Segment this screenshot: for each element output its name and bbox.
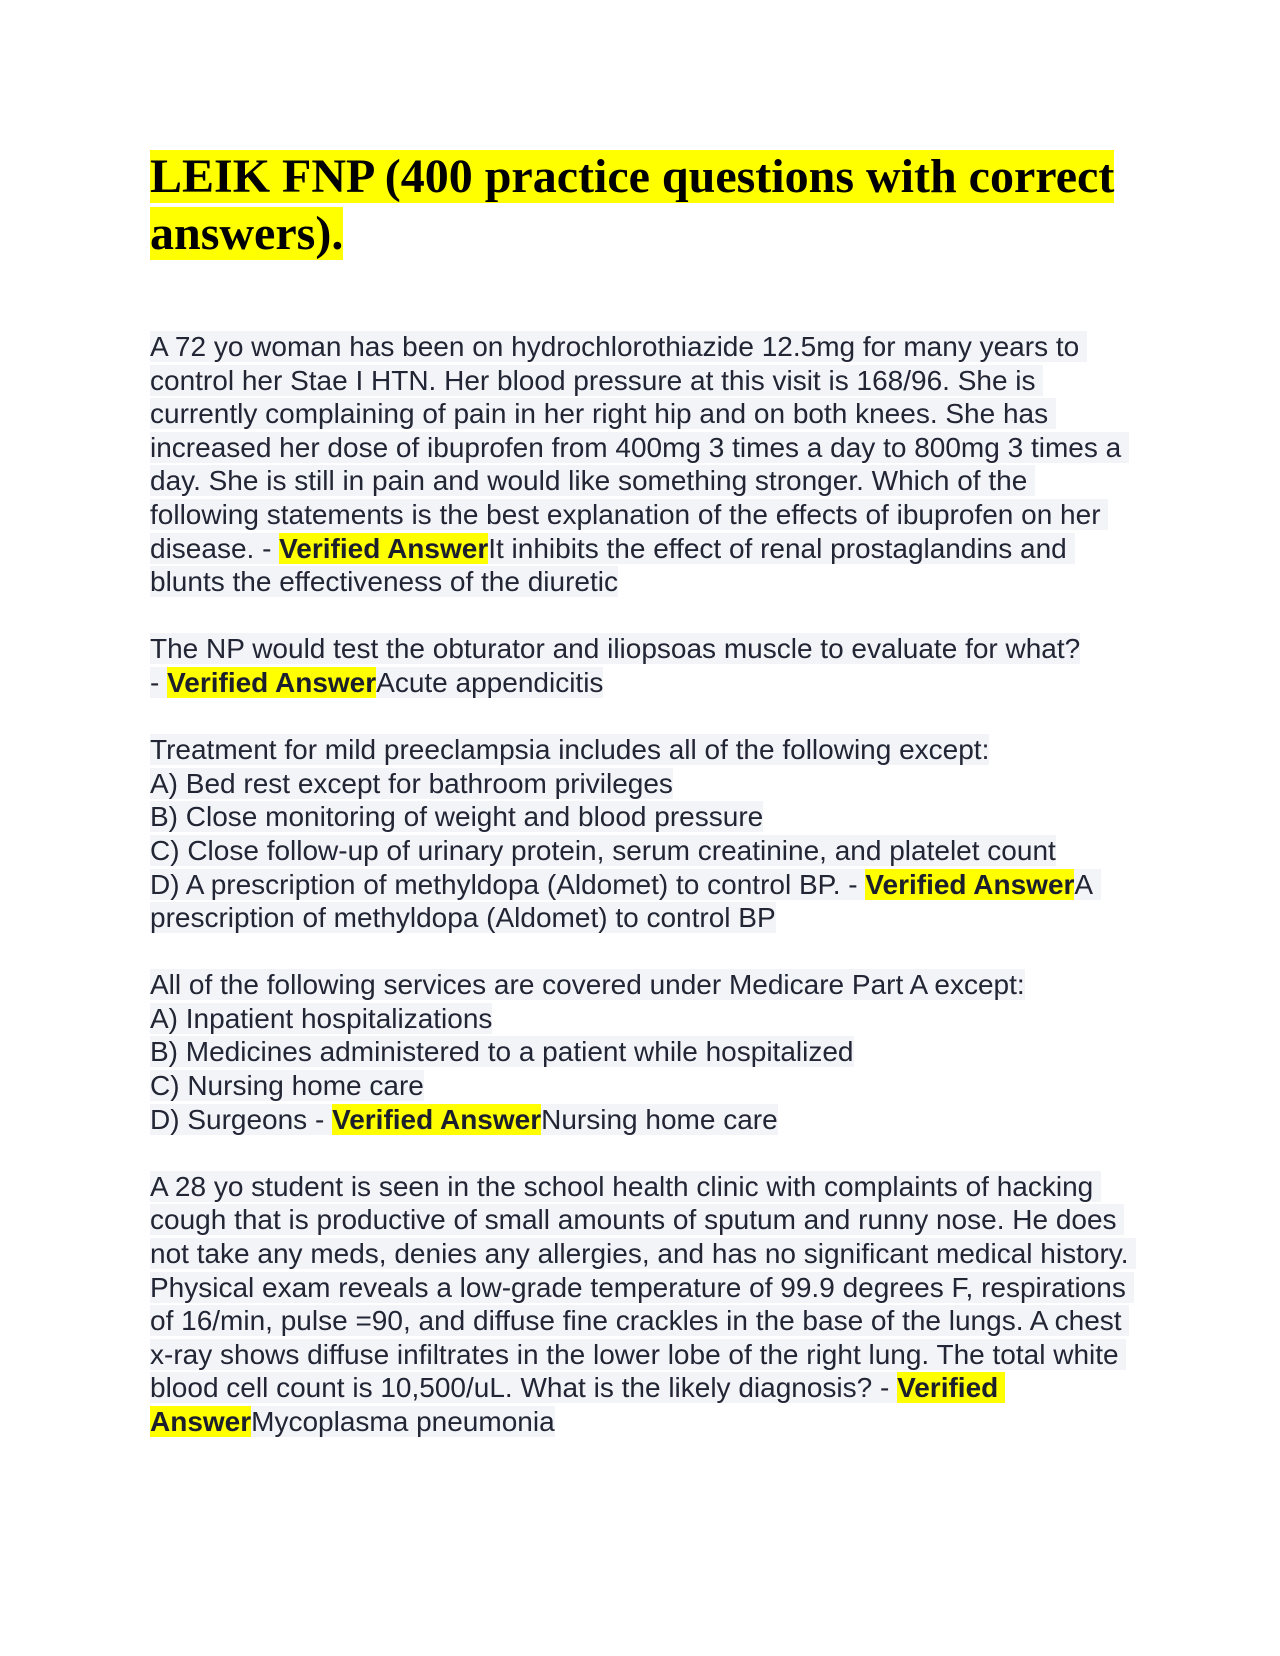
- verified-answer-label: Verified Answer: [865, 868, 1075, 900]
- verified-answer-label: Verified Answer: [150, 1372, 1006, 1437]
- question-text: Treatment for mild preeclampsia includes all of the following except: A) Bed rest except for bathroom privileges B) Close monitoring of weight and blood pressure C) Close follow-up of urinary protein, serum creatinine, and platelet count D) A prescription of methyldopa (Aldomet) to control BP. -: [150, 734, 1056, 900]
- qa-item-3: [150, 733, 1140, 935]
- qa-item-4: [150, 968, 1140, 1136]
- answer-text: Nursing home care: [541, 1103, 778, 1135]
- answer-text: Mycoplasma pneumonia: [251, 1406, 555, 1437]
- qa-item-1: [150, 330, 1140, 599]
- verified-answer-label: Verified Answer: [279, 532, 489, 564]
- verified-answer-label: Verified Answer: [332, 1103, 542, 1135]
- title-highlight: LEIK FNP (400 practice questions with correct answers).: [150, 150, 1115, 260]
- qa-item-2: [150, 632, 1140, 699]
- answer-text: A prescription of methyldopa (Aldomet) to control BP: [150, 868, 1101, 934]
- document-title: [150, 148, 1140, 262]
- verified-answer-label: Verified Answer: [167, 666, 377, 698]
- question-text: All of the following services are covered under Medicare Part A except: A) Inpatient hospitalizations B) Medicines administered to a patient while hospitalized C) Nursing home care D) Surgeons -: [150, 969, 1025, 1135]
- question-text: A 72 yo woman has been on hydrochlorothiazide 12.5mg for many years to control her Stae I HTN. Her blood pressure at this visit is 168/96. She is currently complaining of pain in her right hip and on both knees. She has increased her dose of ibuprofen from 400mg 3 times a day to 800mg 3 times a day. She is still in pain and would like something stronger. Which of the following statements is the best explanation of the effects of ibuprofen on her disease. -: [150, 331, 1129, 564]
- answer-text: It inhibits the effect of renal prostaglandins and blunts the effectiveness of the diuretic: [150, 532, 1075, 598]
- answer-text: Acute appendicitis: [376, 666, 604, 698]
- question-text: The NP would test the obturator and iliopsoas muscle to evaluate for what? -: [150, 633, 1081, 698]
- question-text: A 28 yo student is seen in the school health clinic with complaints of hacking cough that is productive of small amounts of sputum and runny nose. He does not take any meds, denies any allergies, and has no significant medical history. Physical exam reveals a low-grade temperature of 99.9 degrees F, respirations of 16/min, pulse =90, and diffuse fine crackles in the base of the lungs. A chest x-ray shows diffuse infiltrates in the lower lobe of the right lung. The total white blood cell count is 10,500/uL. What is the likely diagnosis? -: [150, 1170, 1137, 1404]
- qa-item-5: [150, 1170, 1140, 1439]
- document-page: [150, 148, 1140, 1472]
